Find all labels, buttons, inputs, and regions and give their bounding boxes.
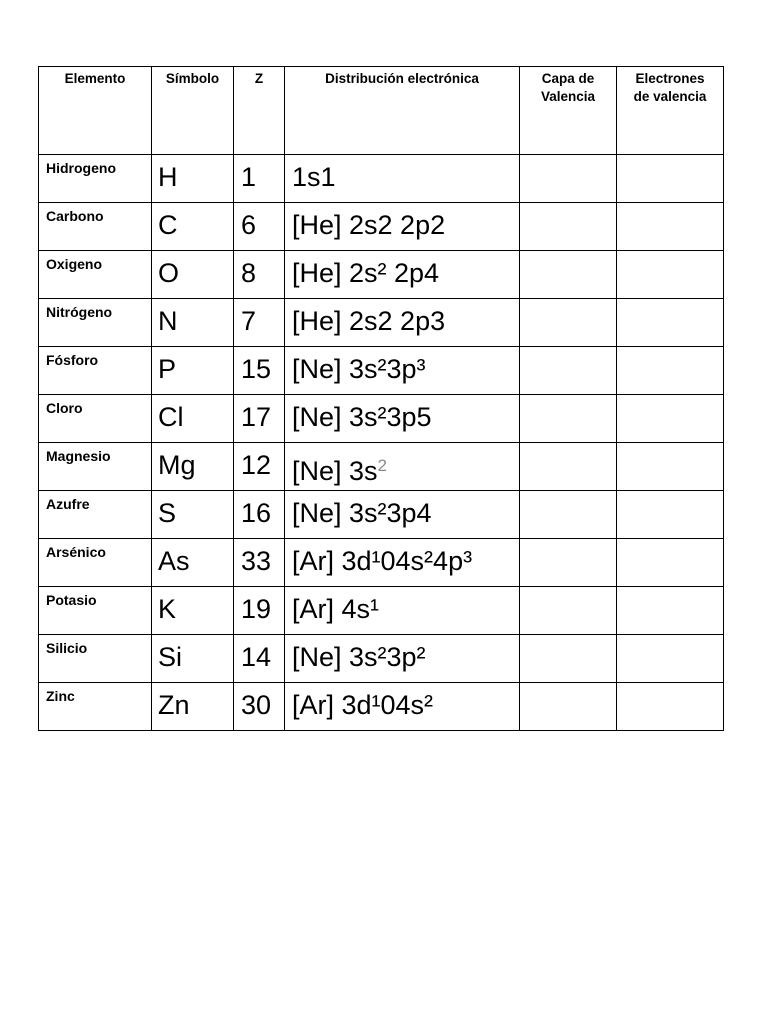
cell-elemento-text: Magnesio — [46, 448, 111, 464]
cell-elemento — [39, 683, 152, 731]
cell-capa-valencia — [520, 155, 617, 203]
table-row — [39, 683, 724, 731]
header-electrones-line2: de valencia — [633, 89, 707, 104]
cell-distribucion — [285, 299, 520, 347]
cell-distribucion-text: [He] 2s2 2p3 — [292, 306, 446, 336]
cell-simbolo — [152, 635, 234, 683]
cell-distribucion-text: [Ne] 3s²3p³ — [292, 354, 426, 384]
cell-capa-valencia — [520, 299, 617, 347]
cell-distribucion — [285, 635, 520, 683]
cell-distribucion-text: [Ne] 3s²3p4 — [292, 498, 432, 528]
cell-distribucion — [285, 203, 520, 251]
cell-z-text: 30 — [241, 690, 272, 720]
cell-elemento — [39, 155, 152, 203]
cell-capa-valencia — [520, 683, 617, 731]
cell-capa-valencia — [520, 539, 617, 587]
cell-elemento-text: Arsénico — [46, 544, 106, 560]
cell-simbolo-text: K — [158, 594, 177, 624]
cell-distribucion-superscript: 2 — [377, 456, 388, 475]
cell-distribucion — [285, 443, 520, 491]
cell-simbolo — [152, 683, 234, 731]
header-capa-line1: Capa de — [541, 71, 595, 86]
cell-capa-valencia — [520, 491, 617, 539]
cell-elemento — [39, 539, 152, 587]
cell-electrones-valencia — [617, 587, 724, 635]
cell-simbolo — [152, 491, 234, 539]
cell-distribucion — [285, 539, 520, 587]
cell-elemento-text: Nitrógeno — [46, 304, 113, 320]
cell-elemento-text: Zinc — [46, 688, 75, 704]
cell-simbolo — [152, 395, 234, 443]
cell-distribucion — [285, 347, 520, 395]
cell-z-text: 15 — [241, 354, 272, 384]
header-elemento: Elemento — [39, 67, 152, 155]
cell-z — [234, 203, 285, 251]
cell-simbolo — [152, 203, 234, 251]
cell-distribucion — [285, 587, 520, 635]
cell-elemento-text: Carbono — [46, 208, 104, 224]
cell-capa-valencia — [520, 203, 617, 251]
cell-distribucion-text: [Ne] 3s²3p² — [292, 642, 426, 672]
cell-electrones-valencia — [617, 443, 724, 491]
cell-z — [234, 347, 285, 395]
cell-simbolo-text: C — [158, 210, 178, 240]
cell-distribucion-text: [He] 2s² 2p4 — [292, 258, 440, 288]
cell-electrones-valencia — [617, 251, 724, 299]
table-row — [39, 491, 724, 539]
cell-capa-valencia — [520, 251, 617, 299]
cell-distribucion-text: [Ar] 3d¹04s² — [292, 690, 434, 720]
cell-z — [234, 587, 285, 635]
cell-simbolo-text: N — [158, 306, 178, 336]
table-row — [39, 587, 724, 635]
table-row — [39, 443, 724, 491]
table-row — [39, 299, 724, 347]
cell-simbolo-text: Mg — [158, 450, 196, 480]
cell-distribucion-text: 1s1 — [292, 162, 336, 192]
cell-simbolo-text: Cl — [158, 402, 184, 432]
cell-elemento-text: Potasio — [46, 592, 97, 608]
cell-distribucion-text: [Ar] 4s¹ — [292, 594, 380, 624]
cell-electrones-valencia — [617, 347, 724, 395]
cell-simbolo-text: S — [158, 498, 177, 528]
cell-electrones-valencia — [617, 203, 724, 251]
cell-simbolo — [152, 539, 234, 587]
cell-simbolo-text: As — [158, 546, 190, 576]
table-row — [39, 635, 724, 683]
cell-z-text: 14 — [241, 642, 272, 672]
table-row — [39, 251, 724, 299]
cell-electrones-valencia — [617, 539, 724, 587]
cell-distribucion-text: [Ar] 3d¹04s²4p³ — [292, 546, 473, 576]
cell-z-text: 1 — [241, 162, 257, 192]
cell-capa-valencia — [520, 395, 617, 443]
cell-z-text: 19 — [241, 594, 272, 624]
cell-z — [234, 635, 285, 683]
cell-z-text: 16 — [241, 498, 272, 528]
cell-elemento-text: Oxigeno — [46, 256, 103, 272]
cell-electrones-valencia — [617, 683, 724, 731]
cell-elemento-text: Hidrogeno — [46, 160, 116, 176]
cell-simbolo — [152, 251, 234, 299]
header-electrones-line1: Electrones — [635, 71, 705, 86]
cell-elemento — [39, 395, 152, 443]
cell-elemento — [39, 347, 152, 395]
cell-elemento-text: Silicio — [46, 640, 88, 656]
electron-configuration-table — [38, 66, 724, 731]
cell-z-text: 12 — [241, 450, 272, 480]
cell-capa-valencia — [520, 443, 617, 491]
cell-elemento — [39, 443, 152, 491]
table-row — [39, 347, 724, 395]
cell-simbolo — [152, 443, 234, 491]
cell-capa-valencia — [520, 587, 617, 635]
header-row — [39, 67, 724, 155]
cell-simbolo — [152, 299, 234, 347]
cell-electrones-valencia — [617, 395, 724, 443]
cell-capa-valencia — [520, 347, 617, 395]
cell-z — [234, 299, 285, 347]
cell-simbolo-text: P — [158, 354, 177, 384]
cell-simbolo — [152, 155, 234, 203]
cell-simbolo-text: H — [158, 162, 178, 192]
header-simbolo: Símbolo — [152, 67, 234, 155]
table-row — [39, 395, 724, 443]
cell-elemento-text: Cloro — [46, 400, 83, 416]
cell-z — [234, 491, 285, 539]
cell-electrones-valencia — [617, 155, 724, 203]
table-row — [39, 539, 724, 587]
cell-distribucion — [285, 683, 520, 731]
cell-z-text: 17 — [241, 402, 272, 432]
header-z: Z — [234, 67, 285, 155]
cell-elemento — [39, 251, 152, 299]
cell-z — [234, 251, 285, 299]
cell-capa-valencia — [520, 635, 617, 683]
cell-distribucion — [285, 155, 520, 203]
cell-simbolo — [152, 587, 234, 635]
cell-z — [234, 443, 285, 491]
cell-distribucion — [285, 491, 520, 539]
cell-elemento — [39, 203, 152, 251]
cell-z — [234, 539, 285, 587]
header-capa-valencia — [520, 67, 617, 155]
header-electrones-valencia — [617, 67, 724, 155]
table-row — [39, 203, 724, 251]
cell-simbolo-text: O — [158, 258, 180, 288]
cell-z-text: 8 — [241, 258, 257, 288]
header-distribucion: Distribución electrónica — [285, 67, 520, 155]
cell-electrones-valencia — [617, 299, 724, 347]
header-capa-line2: Valencia — [540, 89, 596, 104]
cell-elemento-text: Fósforo — [46, 352, 99, 368]
cell-z — [234, 683, 285, 731]
cell-z-text: 7 — [241, 306, 257, 336]
cell-elemento — [39, 491, 152, 539]
cell-elemento — [39, 587, 152, 635]
cell-distribucion-text: [Ne] 3s²3p5 — [292, 402, 432, 432]
cell-simbolo-text: Zn — [158, 690, 190, 720]
cell-distribucion-text: [He] 2s2 2p2 — [292, 210, 446, 240]
cell-distribucion-text: [Ne] 3s — [292, 456, 378, 486]
cell-electrones-valencia — [617, 491, 724, 539]
table-row — [39, 155, 724, 203]
cell-simbolo-text: Si — [158, 642, 183, 672]
cell-z-text: 33 — [241, 546, 272, 576]
cell-z — [234, 155, 285, 203]
cell-distribucion — [285, 251, 520, 299]
cell-elemento — [39, 635, 152, 683]
cell-electrones-valencia — [617, 635, 724, 683]
cell-distribucion — [285, 395, 520, 443]
cell-z-text: 6 — [241, 210, 257, 240]
table-body — [39, 155, 724, 731]
cell-simbolo — [152, 347, 234, 395]
cell-elemento — [39, 299, 152, 347]
cell-z — [234, 395, 285, 443]
cell-elemento-text: Azufre — [46, 496, 90, 512]
